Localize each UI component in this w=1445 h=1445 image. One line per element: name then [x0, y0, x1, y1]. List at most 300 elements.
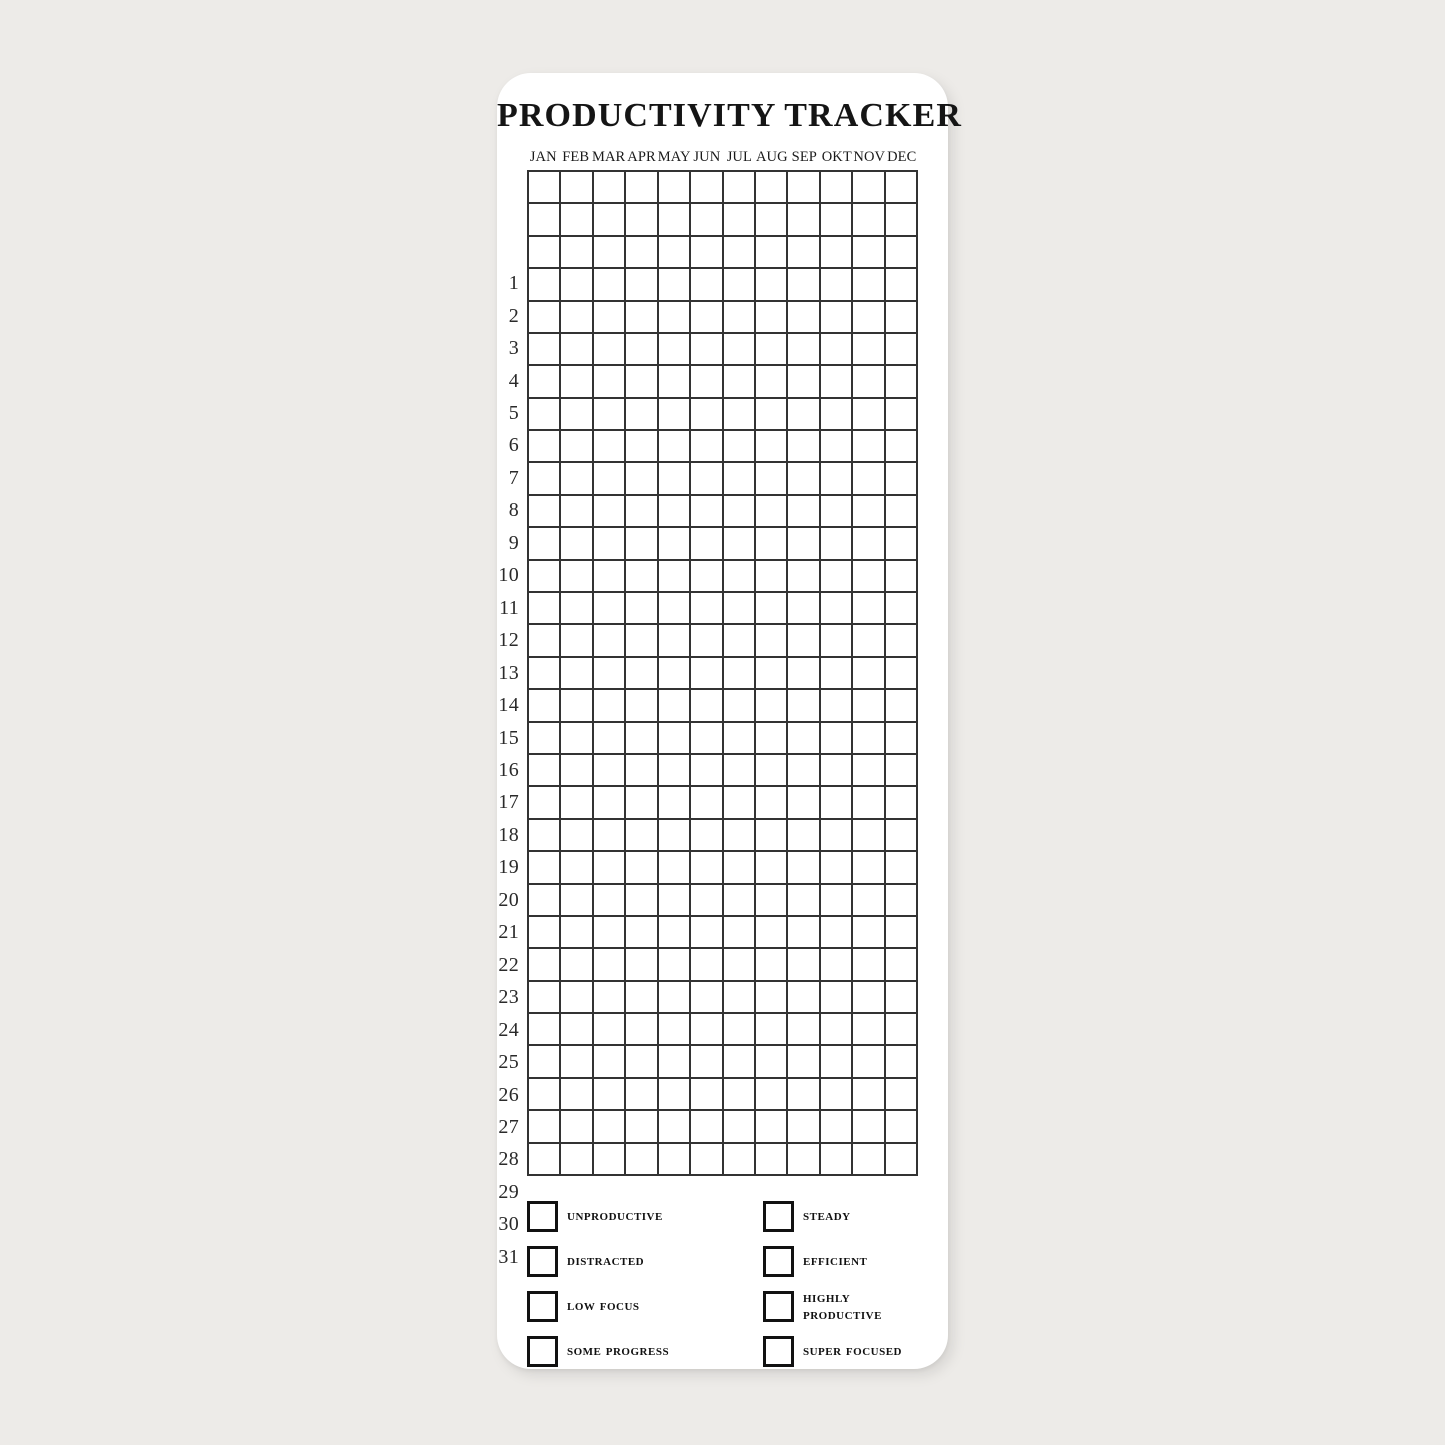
grid-cell[interactable] [853, 204, 885, 236]
grid-cell[interactable] [853, 334, 885, 366]
grid-cell[interactable] [788, 917, 820, 949]
grid-cell[interactable] [724, 302, 756, 334]
legend-item[interactable] [527, 1239, 737, 1284]
grid-cell[interactable] [886, 431, 918, 463]
grid-cell[interactable] [853, 561, 885, 593]
grid-cell[interactable] [529, 658, 561, 690]
grid-cell[interactable] [561, 561, 593, 593]
grid-cell[interactable] [724, 949, 756, 981]
grid-cell[interactable] [529, 1079, 561, 1111]
grid-cell[interactable] [821, 690, 853, 722]
grid-cell[interactable] [626, 496, 658, 528]
grid-cell[interactable] [659, 1079, 691, 1111]
grid-cell[interactable] [626, 237, 658, 269]
grid-cell[interactable] [626, 1046, 658, 1078]
grid-cell[interactable] [691, 496, 723, 528]
checkbox-low-focus[interactable] [527, 1291, 558, 1322]
grid-cell[interactable] [886, 949, 918, 981]
grid-cell[interactable] [626, 399, 658, 431]
grid-cell[interactable] [821, 1046, 853, 1078]
grid-cell[interactable] [594, 885, 626, 917]
grid-cell[interactable] [561, 463, 593, 495]
checkbox-highly-productive[interactable] [763, 1291, 794, 1322]
grid-cell[interactable] [788, 982, 820, 1014]
grid-cell[interactable] [821, 755, 853, 787]
grid-cell[interactable] [821, 237, 853, 269]
grid-cell[interactable] [691, 1079, 723, 1111]
grid-cell[interactable] [821, 496, 853, 528]
grid-cell[interactable] [594, 723, 626, 755]
grid-cell[interactable] [659, 1014, 691, 1046]
grid-cell[interactable] [561, 820, 593, 852]
grid-cell[interactable] [821, 723, 853, 755]
grid-cell[interactable] [659, 431, 691, 463]
grid-cell[interactable] [756, 172, 788, 204]
grid-cell[interactable] [853, 982, 885, 1014]
grid-cell[interactable] [659, 302, 691, 334]
grid-cell[interactable] [529, 787, 561, 819]
grid-cell[interactable] [626, 625, 658, 657]
grid-cell[interactable] [691, 366, 723, 398]
grid-cell[interactable] [659, 1111, 691, 1143]
grid-cell[interactable] [594, 1014, 626, 1046]
grid-cell[interactable] [561, 852, 593, 884]
grid-cell[interactable] [659, 917, 691, 949]
grid-cell[interactable] [561, 625, 593, 657]
grid-cell[interactable] [659, 820, 691, 852]
grid-cell[interactable] [659, 1046, 691, 1078]
grid-cell[interactable] [594, 658, 626, 690]
grid-cell[interactable] [756, 431, 788, 463]
grid-cell[interactable] [561, 949, 593, 981]
grid-cell[interactable] [724, 528, 756, 560]
grid-cell[interactable] [756, 237, 788, 269]
grid-cell[interactable] [626, 949, 658, 981]
grid-cell[interactable] [529, 1111, 561, 1143]
legend-item[interactable] [527, 1194, 737, 1239]
grid-cell[interactable] [756, 204, 788, 236]
grid-cell[interactable] [756, 1111, 788, 1143]
grid-cell[interactable] [821, 949, 853, 981]
grid-cell[interactable] [853, 172, 885, 204]
grid-cell[interactable] [886, 625, 918, 657]
grid-cell[interactable] [756, 528, 788, 560]
grid-cell[interactable] [886, 399, 918, 431]
grid-cell[interactable] [821, 787, 853, 819]
grid-cell[interactable] [821, 593, 853, 625]
grid-cell[interactable] [691, 204, 723, 236]
grid-cell[interactable] [788, 463, 820, 495]
grid-cell[interactable] [756, 658, 788, 690]
grid-cell[interactable] [594, 399, 626, 431]
grid-cell[interactable] [594, 366, 626, 398]
grid-cell[interactable] [561, 366, 593, 398]
grid-cell[interactable] [626, 366, 658, 398]
grid-cell[interactable] [724, 1111, 756, 1143]
grid-cell[interactable] [594, 949, 626, 981]
grid-cell[interactable] [626, 820, 658, 852]
legend-item[interactable] [527, 1284, 737, 1329]
grid-cell[interactable] [691, 885, 723, 917]
grid-cell[interactable] [594, 463, 626, 495]
grid-cell[interactable] [529, 528, 561, 560]
grid-cell[interactable] [561, 723, 593, 755]
grid-cell[interactable] [659, 334, 691, 366]
grid-cell[interactable] [691, 917, 723, 949]
grid-cell[interactable] [821, 463, 853, 495]
checkbox-super-focused[interactable] [763, 1336, 794, 1367]
grid-cell[interactable] [626, 431, 658, 463]
grid-cell[interactable] [626, 917, 658, 949]
grid-cell[interactable] [821, 172, 853, 204]
grid-cell[interactable] [561, 496, 593, 528]
grid-cell[interactable] [626, 1014, 658, 1046]
grid-cell[interactable] [594, 1046, 626, 1078]
grid-cell[interactable] [756, 399, 788, 431]
grid-cell[interactable] [594, 269, 626, 301]
grid-cell[interactable] [724, 269, 756, 301]
grid-cell[interactable] [594, 561, 626, 593]
grid-cell[interactable] [529, 982, 561, 1014]
grid-cell[interactable] [561, 1046, 593, 1078]
grid-cell[interactable] [529, 334, 561, 366]
grid-cell[interactable] [691, 593, 723, 625]
grid-cell[interactable] [561, 302, 593, 334]
grid-cell[interactable] [561, 399, 593, 431]
grid-cell[interactable] [561, 1111, 593, 1143]
grid-cell[interactable] [853, 302, 885, 334]
grid-cell[interactable] [788, 204, 820, 236]
grid-cell[interactable] [659, 658, 691, 690]
legend-item[interactable] [527, 1329, 737, 1374]
grid-cell[interactable] [853, 463, 885, 495]
grid-cell[interactable] [853, 366, 885, 398]
grid-cell[interactable] [529, 204, 561, 236]
grid-cell[interactable] [529, 723, 561, 755]
grid-cell[interactable] [724, 1079, 756, 1111]
grid-cell[interactable] [853, 269, 885, 301]
grid-cell[interactable] [821, 399, 853, 431]
grid-cell[interactable] [853, 496, 885, 528]
grid-cell[interactable] [853, 787, 885, 819]
grid-cell[interactable] [788, 690, 820, 722]
grid-cell[interactable] [659, 269, 691, 301]
grid-cell[interactable] [691, 269, 723, 301]
grid-cell[interactable] [788, 237, 820, 269]
grid-cell[interactable] [886, 690, 918, 722]
grid-cell[interactable] [756, 1144, 788, 1176]
grid-cell[interactable] [788, 366, 820, 398]
grid-cell[interactable] [561, 917, 593, 949]
grid-cell[interactable] [886, 917, 918, 949]
grid-cell[interactable] [756, 625, 788, 657]
grid-cell[interactable] [724, 463, 756, 495]
grid-cell[interactable] [561, 528, 593, 560]
grid-cell[interactable] [691, 787, 723, 819]
grid-cell[interactable] [561, 593, 593, 625]
grid-cell[interactable] [886, 1046, 918, 1078]
grid-cell[interactable] [821, 528, 853, 560]
grid-cell[interactable] [724, 723, 756, 755]
grid-cell[interactable] [853, 431, 885, 463]
tracker-grid[interactable] [527, 170, 918, 1176]
grid-cell[interactable] [626, 755, 658, 787]
grid-cell[interactable] [821, 204, 853, 236]
grid-cell[interactable] [853, 852, 885, 884]
grid-cell[interactable] [659, 885, 691, 917]
grid-cell[interactable] [821, 1144, 853, 1176]
grid-cell[interactable] [626, 787, 658, 819]
grid-cell[interactable] [724, 820, 756, 852]
grid-cell[interactable] [594, 917, 626, 949]
grid-cell[interactable] [788, 269, 820, 301]
grid-cell[interactable] [724, 1046, 756, 1078]
grid-cell[interactable] [626, 172, 658, 204]
grid-cell[interactable] [659, 690, 691, 722]
grid-cell[interactable] [853, 1014, 885, 1046]
grid-cell[interactable] [691, 399, 723, 431]
grid-cell[interactable] [561, 204, 593, 236]
grid-cell[interactable] [594, 1144, 626, 1176]
grid-cell[interactable] [853, 399, 885, 431]
grid-cell[interactable] [691, 172, 723, 204]
grid-cell[interactable] [886, 820, 918, 852]
grid-cell[interactable] [691, 528, 723, 560]
grid-cell[interactable] [788, 658, 820, 690]
grid-cell[interactable] [659, 528, 691, 560]
grid-cell[interactable] [756, 949, 788, 981]
grid-cell[interactable] [788, 399, 820, 431]
grid-cell[interactable] [691, 949, 723, 981]
grid-cell[interactable] [756, 982, 788, 1014]
grid-cell[interactable] [821, 334, 853, 366]
grid-cell[interactable] [659, 366, 691, 398]
grid-cell[interactable] [594, 690, 626, 722]
grid-cell[interactable] [821, 885, 853, 917]
grid-cell[interactable] [561, 237, 593, 269]
grid-cell[interactable] [691, 302, 723, 334]
grid-cell[interactable] [529, 885, 561, 917]
grid-cell[interactable] [561, 690, 593, 722]
grid-cell[interactable] [756, 917, 788, 949]
grid-cell[interactable] [756, 787, 788, 819]
grid-cell[interactable] [853, 528, 885, 560]
grid-cell[interactable] [529, 690, 561, 722]
grid-cell[interactable] [659, 1144, 691, 1176]
grid-cell[interactable] [594, 755, 626, 787]
grid-cell[interactable] [529, 1144, 561, 1176]
grid-cell[interactable] [756, 1079, 788, 1111]
grid-cell[interactable] [659, 723, 691, 755]
grid-cell[interactable] [659, 237, 691, 269]
grid-cell[interactable] [529, 949, 561, 981]
grid-cell[interactable] [594, 852, 626, 884]
grid-cell[interactable] [691, 237, 723, 269]
grid-cell[interactable] [626, 690, 658, 722]
grid-cell[interactable] [724, 204, 756, 236]
grid-cell[interactable] [594, 496, 626, 528]
grid-cell[interactable] [821, 1079, 853, 1111]
grid-cell[interactable] [659, 463, 691, 495]
grid-cell[interactable] [594, 787, 626, 819]
grid-cell[interactable] [724, 658, 756, 690]
grid-cell[interactable] [821, 366, 853, 398]
grid-cell[interactable] [594, 172, 626, 204]
grid-cell[interactable] [756, 852, 788, 884]
grid-cell[interactable] [724, 593, 756, 625]
grid-cell[interactable] [626, 528, 658, 560]
grid-cell[interactable] [756, 496, 788, 528]
grid-cell[interactable] [626, 982, 658, 1014]
grid-cell[interactable] [691, 625, 723, 657]
grid-cell[interactable] [561, 787, 593, 819]
grid-cell[interactable] [756, 366, 788, 398]
grid-cell[interactable] [529, 496, 561, 528]
grid-cell[interactable] [853, 949, 885, 981]
grid-cell[interactable] [626, 1079, 658, 1111]
grid-cell[interactable] [691, 463, 723, 495]
grid-cell[interactable] [788, 593, 820, 625]
grid-cell[interactable] [626, 658, 658, 690]
grid-cell[interactable] [561, 982, 593, 1014]
grid-cell[interactable] [724, 625, 756, 657]
grid-cell[interactable] [691, 723, 723, 755]
grid-cell[interactable] [659, 399, 691, 431]
grid-cell[interactable] [853, 237, 885, 269]
grid-cell[interactable] [594, 593, 626, 625]
grid-cell[interactable] [626, 463, 658, 495]
grid-cell[interactable] [756, 1014, 788, 1046]
grid-cell[interactable] [821, 625, 853, 657]
legend-item[interactable] [763, 1284, 973, 1329]
grid-cell[interactable] [724, 917, 756, 949]
legend-item[interactable] [763, 1194, 973, 1239]
grid-cell[interactable] [724, 237, 756, 269]
grid-cell[interactable] [659, 172, 691, 204]
grid-cell[interactable] [659, 787, 691, 819]
grid-cell[interactable] [821, 820, 853, 852]
grid-cell[interactable] [724, 982, 756, 1014]
grid-cell[interactable] [821, 1014, 853, 1046]
grid-cell[interactable] [594, 334, 626, 366]
grid-cell[interactable] [756, 820, 788, 852]
grid-cell[interactable] [788, 723, 820, 755]
grid-cell[interactable] [691, 690, 723, 722]
grid-cell[interactable] [561, 755, 593, 787]
grid-cell[interactable] [561, 172, 593, 204]
grid-cell[interactable] [821, 852, 853, 884]
grid-cell[interactable] [724, 399, 756, 431]
grid-cell[interactable] [821, 658, 853, 690]
checkbox-distracted[interactable] [527, 1246, 558, 1277]
grid-cell[interactable] [756, 593, 788, 625]
grid-cell[interactable] [756, 334, 788, 366]
grid-cell[interactable] [529, 561, 561, 593]
grid-cell[interactable] [788, 755, 820, 787]
grid-cell[interactable] [659, 625, 691, 657]
grid-cell[interactable] [821, 982, 853, 1014]
grid-cell[interactable] [886, 528, 918, 560]
grid-cell[interactable] [626, 561, 658, 593]
grid-cell[interactable] [691, 820, 723, 852]
grid-cell[interactable] [529, 1046, 561, 1078]
grid-cell[interactable] [853, 1111, 885, 1143]
grid-cell[interactable] [691, 852, 723, 884]
grid-cell[interactable] [853, 658, 885, 690]
grid-cell[interactable] [594, 982, 626, 1014]
grid-cell[interactable] [788, 528, 820, 560]
grid-cell[interactable] [529, 269, 561, 301]
grid-cell[interactable] [659, 561, 691, 593]
grid-cell[interactable] [529, 593, 561, 625]
grid-cell[interactable] [691, 1144, 723, 1176]
grid-cell[interactable] [659, 755, 691, 787]
grid-cell[interactable] [756, 690, 788, 722]
legend-item[interactable] [763, 1329, 973, 1374]
grid-cell[interactable] [594, 302, 626, 334]
grid-cell[interactable] [626, 302, 658, 334]
grid-cell[interactable] [724, 172, 756, 204]
checkbox-efficient[interactable] [763, 1246, 794, 1277]
grid-cell[interactable] [659, 982, 691, 1014]
grid-cell[interactable] [529, 302, 561, 334]
checkbox-some-progress[interactable] [527, 1336, 558, 1367]
grid-cell[interactable] [529, 172, 561, 204]
grid-cell[interactable] [561, 1014, 593, 1046]
grid-cell[interactable] [821, 917, 853, 949]
grid-cell[interactable] [788, 1046, 820, 1078]
grid-cell[interactable] [691, 1014, 723, 1046]
grid-cell[interactable] [886, 237, 918, 269]
grid-cell[interactable] [724, 1144, 756, 1176]
grid-cell[interactable] [691, 431, 723, 463]
grid-cell[interactable] [691, 1111, 723, 1143]
grid-cell[interactable] [724, 1014, 756, 1046]
grid-cell[interactable] [594, 625, 626, 657]
grid-cell[interactable] [853, 723, 885, 755]
grid-cell[interactable] [886, 561, 918, 593]
grid-cell[interactable] [594, 820, 626, 852]
grid-cell[interactable] [529, 820, 561, 852]
grid-cell[interactable] [724, 690, 756, 722]
grid-cell[interactable] [853, 690, 885, 722]
grid-cell[interactable] [788, 885, 820, 917]
grid-cell[interactable] [724, 787, 756, 819]
grid-cell[interactable] [691, 755, 723, 787]
grid-cell[interactable] [561, 269, 593, 301]
grid-cell[interactable] [724, 885, 756, 917]
grid-cell[interactable] [788, 625, 820, 657]
grid-cell[interactable] [788, 561, 820, 593]
grid-cell[interactable] [788, 1079, 820, 1111]
grid-cell[interactable] [626, 723, 658, 755]
grid-cell[interactable] [788, 334, 820, 366]
grid-cell[interactable] [691, 561, 723, 593]
grid-cell[interactable] [594, 1079, 626, 1111]
grid-cell[interactable] [659, 496, 691, 528]
grid-cell[interactable] [886, 1079, 918, 1111]
checkbox-unproductive[interactable] [527, 1201, 558, 1232]
grid-cell[interactable] [691, 334, 723, 366]
grid-cell[interactable] [853, 820, 885, 852]
checkbox-steady[interactable] [763, 1201, 794, 1232]
grid-cell[interactable] [659, 204, 691, 236]
grid-cell[interactable] [853, 593, 885, 625]
grid-cell[interactable] [886, 463, 918, 495]
grid-cell[interactable] [788, 949, 820, 981]
grid-cell[interactable] [724, 496, 756, 528]
grid-cell[interactable] [691, 658, 723, 690]
